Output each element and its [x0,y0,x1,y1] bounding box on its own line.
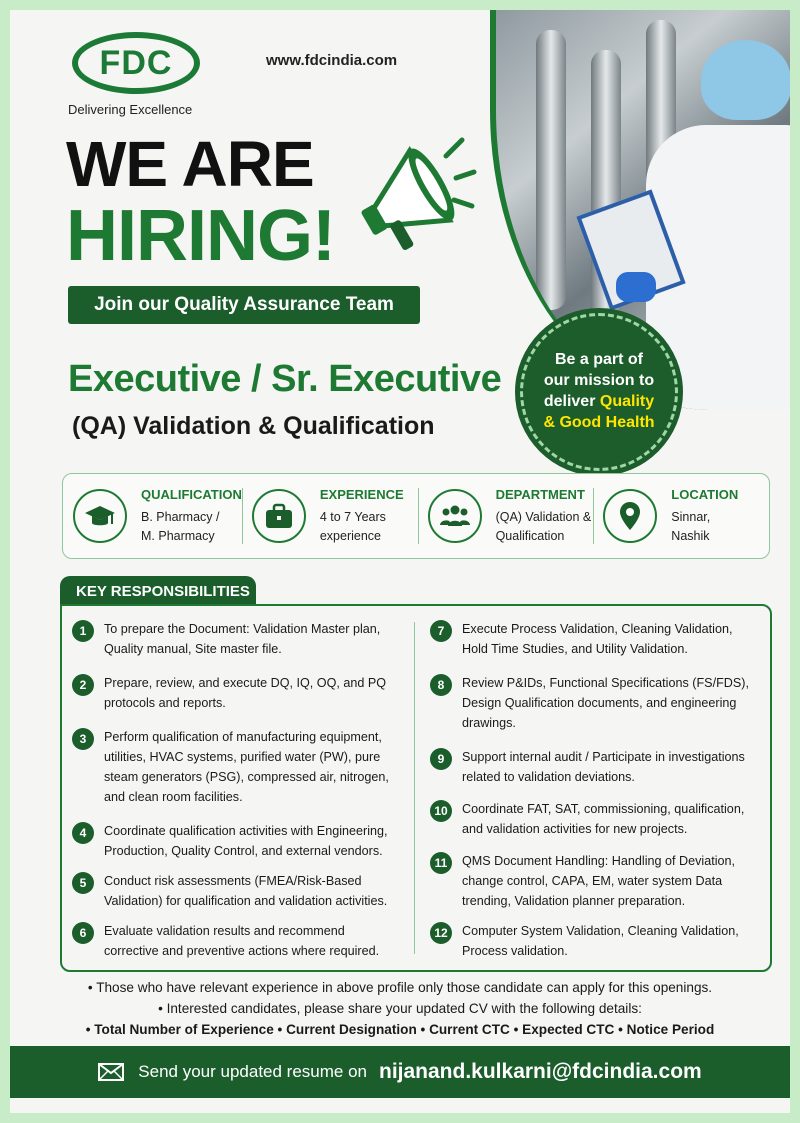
info-value: (QA) Validation & Qualification [495,510,592,543]
note-eligibility: • Those who have relevant experience in above profile only those candidate can apply for this openings. [87,980,713,995]
role-subtitle: (QA) Validation & Qualification [72,412,435,440]
hero-heading-line1: WE ARE [66,128,314,200]
mission-line: deliver [543,393,596,410]
contact-email-link[interactable]: nijanand.kulkarni@fdcindia.com [379,1060,702,1083]
mission-line: our mission to [543,372,655,390]
list-item [72,822,392,862]
list-item [430,674,760,734]
megaphone-icon [338,128,478,268]
item-text: Coordinate FAT, SAT, commissioning, qualification, and validation activities for new projects. [462,802,745,836]
list-item [430,748,760,788]
list-item [72,674,392,714]
item-number: 8 [430,674,452,696]
steel-tank [536,30,566,310]
logo-text: FDC [99,43,173,82]
send-resume-label: Send your updated resume on [138,1062,367,1081]
list-item [430,852,760,912]
icon-circle [73,489,127,543]
hero-heading-line2: HIRING! [66,196,335,276]
job-poster [10,10,790,1113]
list-item [430,800,760,840]
mission-line: Be a part of [554,351,643,369]
item-text: Execute Process Validation, Cleaning Validation, Hold Time Studies, and Utility Validation. [462,622,733,656]
icon-circle [252,489,306,543]
item-text: Coordinate qualification activities with Engineering, Production, Quality Control, and external vendors. [104,824,388,858]
glove [616,272,656,302]
item-text: Review P&IDs, Functional Specifications (FS/FDS), Design Qualification documents, and engineering drawings. [462,676,749,730]
item-number: 5 [72,872,94,894]
info-heading: LOCATION [671,487,739,503]
list-item [72,872,392,912]
info-experience [242,474,418,558]
envelope-icon [98,1063,124,1081]
item-number: 9 [430,748,452,770]
team-icon [439,500,471,532]
item-number: 12 [430,922,452,944]
info-department [418,474,594,558]
info-heading: QUALIFICATION [141,487,242,503]
item-text: Evaluate validation results and recommend corrective and preventive actions where required. [104,924,380,958]
website-link[interactable]: www.fdcindia.com [266,52,398,69]
tagline: Delivering Excellence [68,102,193,117]
item-number: 2 [72,674,94,696]
responsibilities-box [60,604,772,972]
job-info-strip [62,473,770,559]
mission-badge [520,313,678,471]
responsibilities-title: KEY RESPONSIBILITIES [60,576,256,606]
note-share-cv: • Interested candidates, please share your updated CV with the following details: [158,1001,642,1016]
mission-highlight: & Good Health [543,413,655,431]
hair-net [701,40,790,120]
info-heading: EXPERIENCE [319,487,404,503]
info-value: B. Pharmacy / M. Pharmacy [141,510,220,543]
item-text: QMS Document Handling: Handling of Deviation, change control, CAPA, EM, water system Data trending, Validation planner preparation. [462,854,736,908]
info-value: 4 to 7 Years experience [319,510,386,543]
team-banner: Join our Quality Assurance Team [68,286,420,324]
graduation-cap-icon [84,500,116,532]
item-number: 6 [72,922,94,944]
list-item [430,922,760,962]
mission-highlight: Quality [599,393,655,410]
info-heading: DEPARTMENT [495,487,585,503]
item-text: Perform qualification of manufacturing equipment, utilities, HVAC systems, purified water (PW), pure steam generators (PSG), compressed air, nitrogen, and clean room facilities. [104,730,389,804]
briefcase-icon [263,500,295,532]
item-text: Support internal audit / Participate in investigations related to validation deviations. [462,750,745,784]
footer-bar [10,1046,790,1098]
list-item [72,922,392,962]
role-title: Executive / Sr. Executive [68,358,502,400]
item-number: 1 [72,620,94,642]
item-text: Conduct risk assessments (FMEA/Risk-Based Validation) for qualification and validation activities. [104,874,388,908]
item-number: 4 [72,822,94,844]
item-number: 10 [430,800,452,822]
location-pin-icon [614,500,646,532]
column-divider [414,622,415,954]
icon-circle [603,489,657,543]
item-text: Prepare, review, and execute DQ, IQ, OQ, and PQ protocols and reports. [104,676,387,710]
note-details: • Total Number of Experience • Current Designation • Current CTC • Expected CTC • Notice Period [85,1022,715,1037]
item-text: To prepare the Document: Validation Master plan, Quality manual, Site master file. [104,622,381,656]
item-text: Computer System Validation, Cleaning Validation, Process validation. [462,924,739,958]
item-number: 11 [430,852,452,874]
item-number: 3 [72,728,94,750]
list-item [72,728,392,808]
list-item [430,620,760,660]
fdc-logo [72,32,200,94]
list-item [72,620,392,660]
info-value: Sinnar, Nashik [671,510,711,543]
item-number: 7 [430,620,452,642]
info-location [593,474,769,558]
info-qualification [63,474,242,558]
icon-circle [428,489,482,543]
